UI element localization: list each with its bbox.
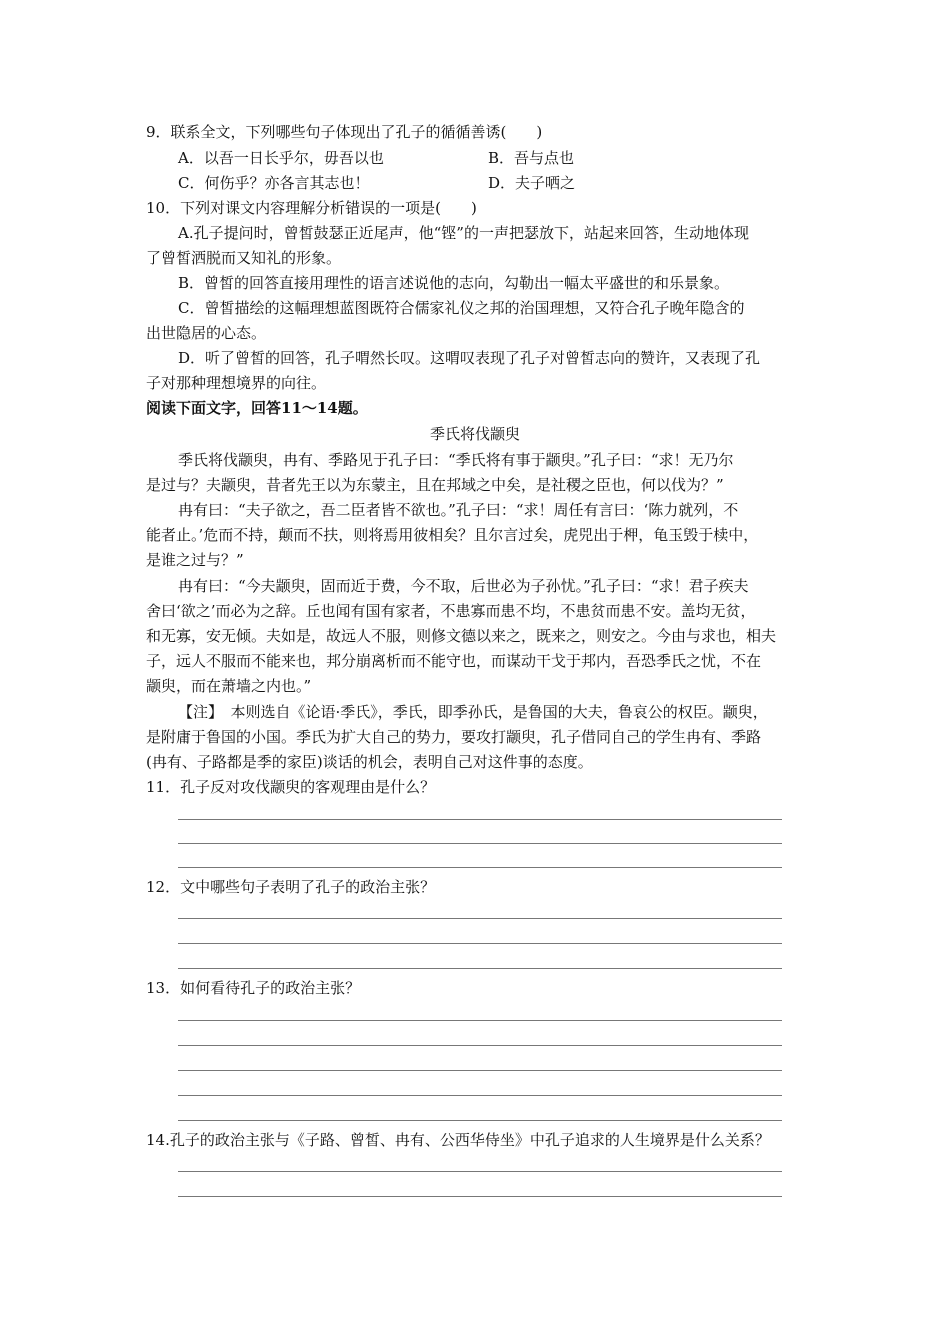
question-9-stem: 9．联系全文，下列哪些句子体现出了孔子的循循善诱( ) bbox=[146, 123, 543, 141]
reading-instruction: 阅读下面文字，回答11～14题。 bbox=[146, 399, 368, 417]
question-11-stem: 11．孔子反对攻伐颛臾的客观理由是什么？ bbox=[146, 778, 436, 796]
passage-line: 冉有曰：“夫子欲之，吾二臣者皆不欲也。”孔子曰：“求！周任有言曰：‘陈力就列，不 bbox=[178, 501, 739, 519]
answer-line[interactable] bbox=[178, 968, 782, 969]
answer-line[interactable] bbox=[178, 943, 782, 944]
answer-line[interactable] bbox=[178, 843, 782, 844]
question-10-line: 出世隐居的心态。 bbox=[146, 324, 267, 342]
passage-line: 是过与？夫颛臾，昔者先王以为东蒙主，且在邦域之中矣，是社稷之臣也，何以伐为？” bbox=[146, 476, 724, 494]
question-10-line: B．曾皙的回答直接用理性的语言述说他的志向，勾勒出一幅太平盛世的和乐景象。 bbox=[178, 274, 730, 292]
answer-line[interactable] bbox=[178, 1120, 782, 1121]
passage-line: 和无寡，安无倾。夫如是，故远人不服，则修文德以来之，既来之，则安之。今由与求也，相夫 bbox=[146, 627, 777, 645]
question-10-line: D．听了曾皙的回答，孔子喟然长叹。这喟叹表现了孔子对曾皙志向的赞许，又表现了孔 bbox=[178, 349, 761, 367]
question-9-option-a: A．以吾一日长乎尔，毋吾以也 bbox=[178, 149, 384, 167]
question-10-line: 子对那种理想境界的向往。 bbox=[146, 374, 327, 392]
question-12-stem: 12．文中哪些句子表明了孔子的政治主张？ bbox=[146, 878, 436, 896]
passage-line: 冉有曰：“今夫颛臾，固而近于费，今不取，后世必为子孙忧。”孔子曰：“求！君子疾夫 bbox=[178, 577, 749, 595]
question-9-option-c: C．何伤乎？亦各言其志也！ bbox=[178, 174, 370, 192]
answer-line[interactable] bbox=[178, 1171, 782, 1172]
answer-line[interactable] bbox=[178, 1196, 782, 1197]
answer-line[interactable] bbox=[178, 867, 782, 868]
passage-line: 是谁之过与？” bbox=[146, 551, 244, 569]
question-10-line: A.孔子提问时，曾皙鼓瑟正近尾声，他“铿”的一声把瑟放下，站起来回答，生动地体现 bbox=[178, 224, 749, 242]
answer-line[interactable] bbox=[178, 1095, 782, 1096]
note-line: (冉有、子路都是季的家臣)谈话的机会，表明自己对这件事的态度。 bbox=[146, 753, 593, 771]
note-line: 【注】 本则选自《论语·季氏》，季氏，即季孙氏，是鲁国的大夫，鲁哀公的权臣。颛臾， bbox=[178, 703, 768, 721]
answer-line[interactable] bbox=[178, 819, 782, 820]
question-14-stem: 14.孔子的政治主张与《子路、曾皙、冉有、公西华侍坐》中孔子追求的人生境界是什么关系？ bbox=[146, 1131, 770, 1149]
answer-line[interactable] bbox=[178, 1020, 782, 1021]
passage-line: 颛臾，而在萧墙之内也。” bbox=[146, 677, 312, 695]
answer-line[interactable] bbox=[178, 1070, 782, 1071]
note-line: 是附庸于鲁国的小国。季氏为扩大自己的势力，要攻打颛臾，孔子借同自己的学生冉有、季路 bbox=[146, 728, 762, 746]
passage-line: 季氏将伐颛臾，冉有、季路见于孔子曰：“季氏将有事于颛臾。”孔子曰：“求！无乃尔 bbox=[178, 451, 734, 469]
reading-title: 季氏将伐颛臾 bbox=[429, 425, 520, 443]
question-13-stem: 13．如何看待孔子的政治主张？ bbox=[146, 979, 361, 997]
passage-line: 能者止。’危而不持，颠而不扶，则将焉用彼相矣？且尔言过矣，虎兕出于柙，龟玉毁于椟中， bbox=[146, 526, 759, 544]
passage-line: 舍曰‘欲之’而必为之辞。丘也闻有国有家者，不患寡而患不均，不患贫而患不安。盖均无贫， bbox=[146, 602, 756, 620]
question-10-stem: 10．下列对课文内容理解分析错误的一项是( ) bbox=[146, 199, 477, 217]
question-9-option-b: B．吾与点也 bbox=[488, 149, 575, 167]
answer-line[interactable] bbox=[178, 1045, 782, 1046]
question-9-option-d: D．夫子哂之 bbox=[488, 174, 576, 192]
question-10-line: C．曾皙描绘的这幅理想蓝图既符合儒家礼仪之邦的治国理想，又符合孔子晚年隐含的 bbox=[178, 299, 745, 317]
answer-line[interactable] bbox=[178, 918, 782, 919]
question-10-line: 了曾皙洒脱而又知礼的形象。 bbox=[146, 249, 342, 267]
passage-line: 子，远人不服而不能来也，邦分崩离析而不能守也，而谋动干戈于邦内，吾恐季氏之忧，不在 bbox=[146, 652, 762, 670]
